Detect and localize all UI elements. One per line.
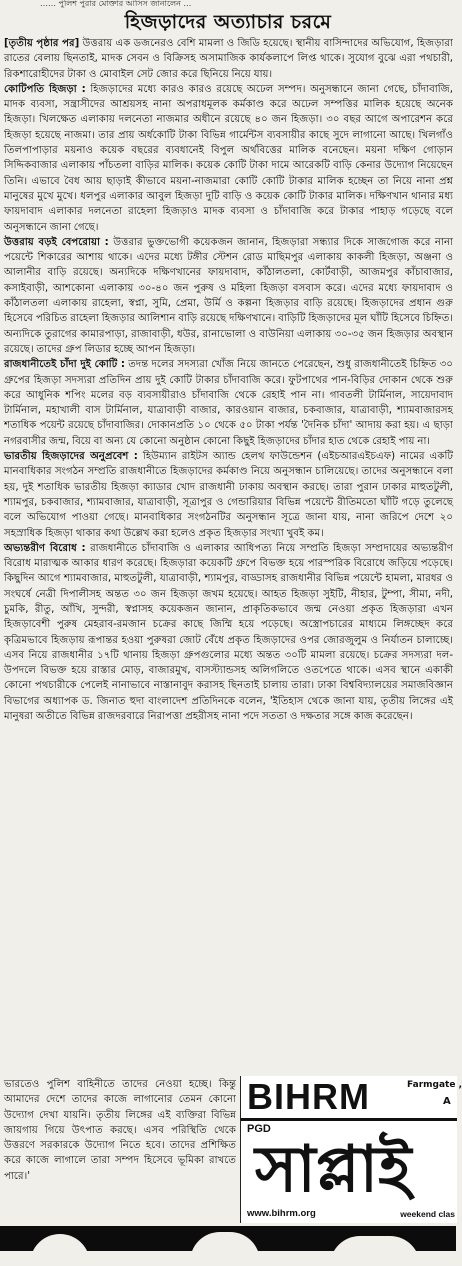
letterform-shape	[30, 1234, 90, 1264]
article-body	[4, 36, 453, 724]
article-paragraph	[4, 449, 453, 541]
paragraph-lead: রাজধানীতেই চাঁদা দুই কোটি :	[4, 359, 125, 371]
paragraph-lead: [তৃতীয় পৃষ্ঠার পর]	[4, 38, 80, 49]
paragraph-text: উত্তরায় এক ডজনেরও বেশি মামলা ও জিডি হয়েছে। স্থানীয় বাসিন্দাদের অভিযোগ, হিজড়ারা রাতের বেলায় ছিনতাই, মাদক সেবন ও বিক্রিসহ অসামাজিক কার্যকলাপে লিপ্ত থাকে। সুযোগ বুঝে এরা পথচারী, রিকশারোহীদের টাকা ও মোবাইল সেট জোর করে ছিনিয়ে নিয়ে যায়।	[4, 38, 453, 80]
paragraph-lead: কোটিপতি হিজড়া :	[4, 83, 86, 95]
ad-letter: A	[443, 1096, 451, 1107]
paragraph-text: হিজড়াদের মধ্যে কারও কারও রয়েছে অঢেল সম্পদ। অনুসন্ধানে জানা গেছে, চাঁদাবাজি, মাদক ব্যবসা, সন্ত্রাসীদের আশ্রয়সহ নানা অপরাধমূলক কর্মকাণ্ড করে অঢেল সম্পত্তির মালিক হয়েছে অনেক হিজড়া। খিলক্ষেত এলাকায় দলনেতা নাজমার অধীনে রয়েছে ৪০ জন হিজড়া। ৩০ বছর আগে অপারেশন করে হিজড়া হয়েছে নাজমা। তার প্রায় অর্ধকোটি টাকা বিভিন্ন গার্মেন্টস ব্যবসায়ীর কাছে সুদে লাগানো আছে। খিলগাঁও তিলপাপাড়ার ময়নাও কয়েক বছরের ব্যবধানেই বিপুল অর্থবিত্তের মালিক বনেছেন। ময়না দক্ষিণ গোড়ান সিদ্দিকবাজার এলাকায় পাঁচতলা বাড়ির মালিক। কয়েক কোটি টাকা দামে আরেকটি বাড়ি কেনার উদ্যোগ নিয়েছেন তিনি। এভাবে বৈধ আয় ছাড়াই কীভাবে ময়না-নাজমারা কোটি কোটি টাকার মালিক হচ্ছেন তা নিয়ে নানা প্রশ্ন মানুষের মুখে মুখে। ধলপুর এলাকার আবুল হিজড়া দুটি বাড়ি ও কয়েক কোটি টাকার মালিক। দক্ষিণখান থানার মধ্য ফায়দাবাদ এলাকার দলনেতা রাহেলা হিজড়াও মাদক ব্যবসা ও চাঁদাবাজি করে টাকার পাহাড় গড়েছে বলে অনুসন্ধানে জানা গেছে।	[4, 83, 453, 233]
paragraph-lead: ভারতীয় হিজড়াদের অনুপ্রবেশ :	[4, 451, 138, 463]
ad-header	[241, 1076, 462, 1118]
paragraph-text: হিউম্যান রাইটস অ্যান্ড হেলথ ফাউন্ডেশন (এইচআরএইচএফ) নামের একটি মানবাধিকার সংগঠন সম্প্রতি রাজধানীতে হিজড়াদের কর্মকাণ্ড নিয়ে অনুসন্ধান চালিয়েছে। তাদের অনুসন্ধানে বলা হয়, দুই শতাধিক ভারতীয় হিজড়া ক্যাডার খোদ রাজধানী ঢাকায় অবস্থান করছে। তারা পুরান ঢাকার মাহুতটুলী, শ্যামপুর, চকবাজার, শ্যামবাজার, যাত্রাবাড়ী, সূত্রাপুর ও গেন্ডারিয়ার বিভিন্ন পয়েন্টে রীতিমতো ঘাঁটি গড়ে তুলেছে বলে অভিযোগ পাওয়া গেছে। মানবাধিকার সংগঠনটির অনুসন্ধান সূত্রে জানা যায়, নানা জরিপে দেশে ২০ সহস্রাধিক হিজড়া থাকার কথা উল্লেখ করা হলেও প্রকৃত হিজড়ার সংখ্যা খুবই কম।	[4, 451, 453, 539]
article-headline: হিজড়াদের অত্যাচার চরমে	[124, 11, 332, 33]
ad-location: Farmgate ,	[407, 1080, 462, 1090]
paragraph-lead: উত্তরায় বড়ই বেপরোয়া :	[4, 236, 109, 248]
article-paragraph	[4, 235, 453, 357]
letterform-shape	[330, 1236, 420, 1266]
ad-headline: সাপ্লাই	[255, 1133, 412, 1207]
letterform-shape	[190, 1232, 260, 1262]
article-tail-text: ভারতেও পুলিশ বাহিনীতে তাদের নেওয়া হচ্ছে। কিন্তু আমাদের দেশে তাদের কাজে লাগানোর তেমন কোনো উদ্যোগ দেখা যায়নি। তৃতীয় লিঙ্গের এই ব্যক্তিরা বিভিন্ন জায়গায় গিয়ে উৎপাত করছে। এসব পরিস্থিতি থেকে উত্তরণে সরকারকে উদ্যোগ নিতে হবে। তাদের প্রশিক্ষিত করে কাজে লাগালে তারা সম্পদ হিসেবে ভূমিকা রাখতে পারে।'	[4, 1079, 236, 1182]
article-paragraph	[4, 82, 453, 235]
paragraph-text: উত্তরার ভুক্তভোগী কয়েকজন জানান, হিজড়ারা সন্ধ্যার দিকে সাজগোজ করে নানা পয়েন্টে শিকারের আশায় থাকে। এদের মধ্যে টঙ্গীর স্টেশন রোড মাছিমপুর এলাকায় কাকলী হিজড়া, অঞ্জনা ও আলানীর বাড়ি রয়েছে। অন্যদিকে দক্ষিণখানের ফায়দাবাদ, কাঁঠালতলা, কোর্টবাড়ী, আজমপুর কাঁচাবাজার, কসাইবাড়ী, আশকোনা এলাকায় ৩০-৪০ জন পুরুষ ও মহিলা হিজড়া বসবাস করে। এদের মধ্যে ফায়দাবাদ ও কাঁঠালতলা এলাকায় রাহেলা, স্বপ্না, সুমি, প্রেমা, উর্মি ও কল্পনা হিজড়ার বাড়ি রয়েছে। হিজড়াদের প্রধান গুরু হিসেবে পরিচিত রাহেলা হিজড়ার আলিশান বাড়ি রয়েছে দক্ষিণখানে। বাড়িটি হিজড়াদের মূল ঘাঁটি হিসেবে চিহ্নিত। অন্যদিকে তুরাগের কামারপাড়া, রাজাবাড়ী, ধউর, রানাভোলা ও বাউনিয়া এলাকায় ৩০-৩৫ জন হিজড়ার অবস্থান রয়েছে। তাদের গ্রুপ লিডার হচ্ছে আপন হিজড়া।	[4, 236, 453, 355]
previous-article-fragment: …… পুলিশ পুরার মোক্তার আসিস জানালেন …	[40, 0, 192, 8]
article-paragraph	[4, 357, 453, 449]
paragraph-text: তদন্ত দলের সদস্যরা খোঁজ নিয়ে জানতে পেরেছেন, শুধু রাজধানীতেই চিহ্নিত ৩০ গ্রুপের হিজড়া সদস্যরা প্রতিদিন প্রায় দুই কোটি টাকার চাঁদাবাজি করে। ফুটপাথের পান-বিড়ির দোকান থেকে শুরু করে আধুনিক শপিং মলের বড় ব্যবসায়ীরাও চাঁদাবাজি থেকে রেহাই পান না। গাবতলী টার্মিনাল, সায়েদাবাদ টার্মিনাল, মহাখালী বাস টার্মিনাল, যাত্রাবাড়ী বাজার, কারওয়ান বাজার, চকবাজার, যাত্রাবাড়ী, শ্যামবাজারসহ শতাধিক পয়েন্ট রয়েছে চাঁদাবাজির। দোকানপ্রতি ১০ থেকে ৫০ টাকা পর্যন্ত 'দৈনিক চাঁদা' আদায় করা হয়। এ ছাড়া নগরবাসীর জন্ম, বিয়ে বা অন্য যে কোনো অনুষ্ঠান কোনো কিছুই হিজড়াদের চাঁদার হাত থেকে রেহাই পায় না।	[4, 359, 453, 447]
ad-brand-logo: BIHRM	[247, 1076, 370, 1117]
next-headline-fragment	[0, 1226, 456, 1251]
ad-class-label: weekend clas	[400, 1209, 455, 1219]
paragraph-lead: অভ্যন্তরীণ বিরোধ :	[4, 542, 86, 554]
ad-divider	[241, 1118, 457, 1121]
ad-url: www.bihrm.org	[247, 1208, 316, 1219]
ad-pgd-label: PGD	[247, 1123, 271, 1135]
article-paragraph	[4, 36, 453, 82]
article-paragraph	[4, 541, 453, 725]
paragraph-text: রাজধানীতে চাঁদাবাজি ও এলাকার আধিপত্য নিয়ে সম্প্রতি হিজড়া সম্প্রদায়ের অভ্যন্তরীণ বিরোধ মারাত্মক আকার ধারণ করেছে। হিজড়ারা কয়েকটি গ্রুপে বিভক্ত হয়ে পারস্পরিক বিরোধে জড়িয়ে পড়েছে। কিছুদিন আগে শ্যামবাজার, মাহুতটুলী, যাত্রাবাড়ী, শ্যামপুর, বাড্ডাসহ রাজধানীর বিভিন্ন পয়েন্টে হামলা, মারধর ও সংঘর্ষে নেত্রী দিপালীসহ অন্তত ৩০ জন হিজড়া জখম হয়েছে। আহত হিজড়া সুইটি, নীহার, টুম্পা, সীমা, নদী, চুমকি, রীতু, আঁখি, সুন্দরী, স্বপ্নাসহ কয়েকজন জানান, প্রাকৃতিকভাবে জন্ম নেওয়া প্রকৃত হিজড়ারা এখন হিজড়াবেশী পুরুষ মেহরাব-রমজান চক্রের কাছে জিম্মি হয়ে পড়েছে। অস্ত্রোপচারের মাধ্যমে লিঙ্গচ্ছেদ করে কৃত্রিমভাবে হিজড়ায় রূপান্তর হওয়া পুরুষরা জোট বেঁধে প্রকৃত হিজড়াদের ওপর জোরজুলুম ও নির্যাতন চালাচ্ছে। এসব নিয়ে রাজধানীর ১৭টি থানায় হিজড়া গ্রুপগুলোর মধ্যে অন্তত ৩০টি মামলা রয়েছে। চক্রের সদস্যরা দল-উপদলে বিভক্ত হয়ে রাস্তার মোড়, বাজারমুখ, বাসস্ট্যান্ডসহ অলিগলিতে ওতপেতে থাকে। এসব স্থানে একাকী কোনো পথচারীকে পেলেই নানাভাবে নাস্তানাবুদ করাসহ ছিনতাই চালায় তারা। ঢাকা বিশ্ববিদ্যালয়ের সমাজবিজ্ঞান বিভাগের অধ্যাপক ড. জিনাত হুদা বাংলাদেশ প্রতিদিনকে বলেন, 'ইতিহাস থেকে জানা যায়, তৃতীয় লিঙ্গের এই মানুষরা অতীতে বিভিন্ন রাজদরবারে নিরাপত্তা প্রহরীসহ নানা পদে সততা ও দক্ষতার সঙ্গে কাজ করেছেন।	[4, 542, 453, 723]
bihrm-advertisement	[240, 1076, 462, 1223]
